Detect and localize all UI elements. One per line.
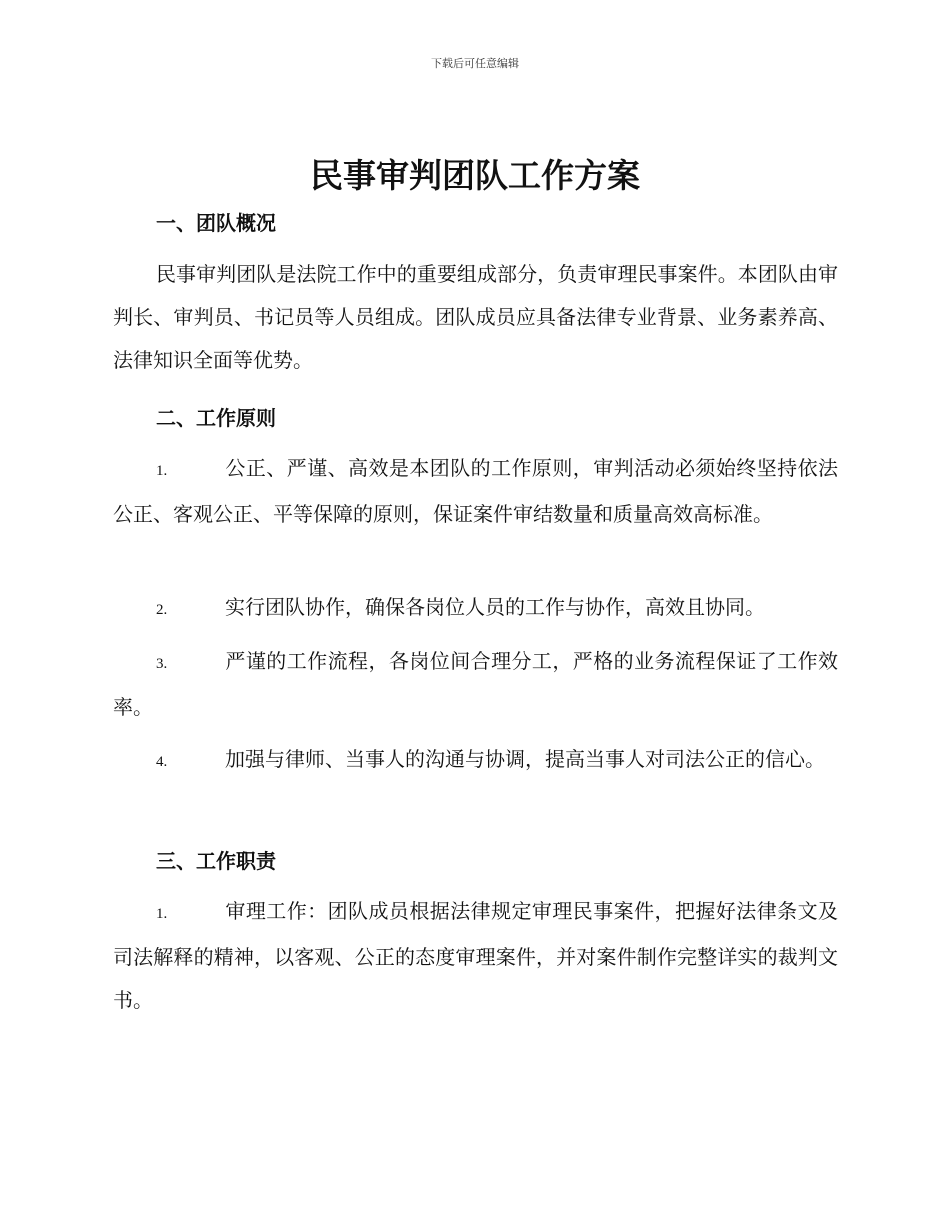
section-heading-principles: 二、工作原则 <box>156 406 276 430</box>
section-heading-duties: 三、工作职责 <box>156 849 276 873</box>
document-title: 民事审判团队工作方案 <box>310 156 640 195</box>
list-item-duty-1 <box>113 890 838 1022</box>
list-item-text: 公正、严谨、高效是本团队的工作原则，审判活动必须始终坚持依法公正、客观公正、平等保障的原则，保证案件审结数量和质量高效高标准。 <box>113 456 838 526</box>
list-item-text: 加强与律师、当事人的沟通与协调，提高当事人对司法公正的信心。 <box>225 747 825 771</box>
list-item-number: 4. <box>156 754 168 770</box>
list-item-principle-4 <box>113 738 838 784</box>
list-item-text: 实行团队协作，确保各岗位人员的工作与协作，高效且协同。 <box>225 595 765 619</box>
section-heading-overview: 一、团队概况 <box>156 211 276 235</box>
list-item-principle-3 <box>113 640 838 729</box>
list-item-number: 2. <box>156 602 168 618</box>
list-item-number: 1. <box>156 906 168 922</box>
list-item-principle-2 <box>113 586 838 632</box>
list-item-text: 严谨的工作流程，各岗位间合理分工，严格的业务流程保证了工作效率。 <box>113 649 838 719</box>
list-item-principle-1 <box>113 447 838 536</box>
list-item-text: 审理工作：团队成员根据法律规定审理民事案件，把握好法律条文及司法解释的精神，以客观、公正的态度审理案件，并对案件制作完整详实的裁判文书。 <box>113 899 838 1012</box>
section-paragraph-overview: 民事审判团队是法院工作中的重要组成部分，负责审理民事案件。本团队由审判长、审判员、书记员等人员组成。团队成员应具备法律专业背景、业务素养高、法律知识全面等优势。 <box>113 262 838 372</box>
page-header-note: 下载后可任意编辑 <box>431 57 519 70</box>
list-item-number: 3. <box>156 656 168 672</box>
list-item-number: 1. <box>156 463 168 479</box>
